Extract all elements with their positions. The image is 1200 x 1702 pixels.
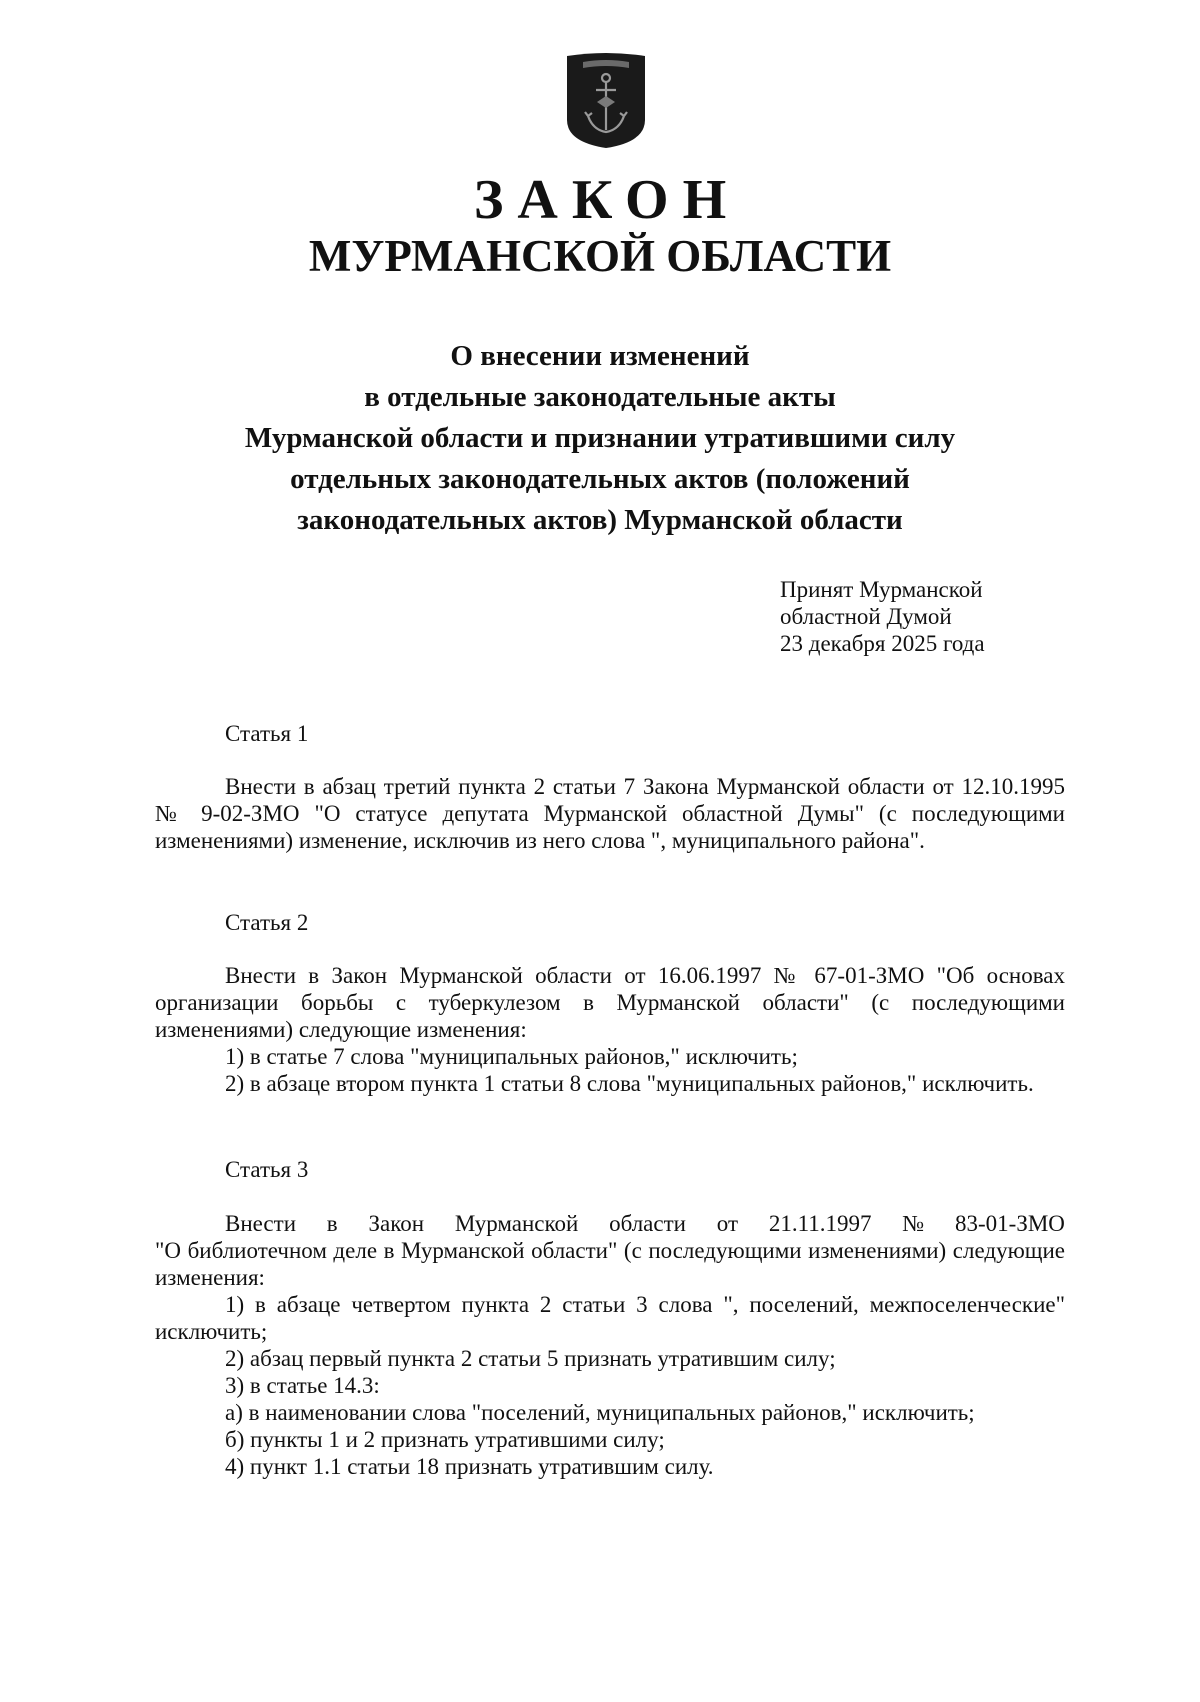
article-3-intro-line <box>155 1210 1065 1237</box>
law-heading: ЗАКОН <box>473 169 741 231</box>
law-subject-title <box>150 336 1050 541</box>
article-2-heading: Статья 2 <box>225 910 309 935</box>
article-item: 2) абзац первый пункта 2 статьи 5 признать утратившим силу; <box>225 1346 836 1371</box>
article-1-body <box>155 773 1065 854</box>
region-heading: МУРМАНСКОЙ ОБЛАСТИ <box>308 231 892 281</box>
article-item: б) пункты 1 и 2 признать утратившими силу; <box>225 1427 665 1452</box>
article-3-body <box>155 1210 1065 1480</box>
intro-word: Внести <box>225 1211 296 1236</box>
intro-word: в <box>326 1211 338 1236</box>
article-item: а) в наименовании слова "поселений, муниципальных районов," исключить; <box>225 1400 975 1425</box>
intro-word: Мурманской <box>454 1211 579 1236</box>
article-3-heading: Статья 3 <box>225 1157 309 1182</box>
article-item: 1) в статье 7 слова "муниципальных районов," исключить; <box>225 1044 798 1069</box>
intro-word: от <box>716 1211 739 1236</box>
adoption-line: областной Думой <box>780 604 952 629</box>
article-item: 3) в статье 14.3: <box>225 1373 380 1398</box>
subject-line: в отдельные законодательные акты <box>364 381 836 413</box>
coat-of-arms-icon <box>563 50 649 150</box>
article-2-body <box>155 962 1065 1097</box>
article-1-heading: Статья 1 <box>225 721 309 746</box>
subject-line: О внесении изменений <box>450 340 750 372</box>
article-item: 1) в абзаце четвертом пункта 2 статьи 3 слова ", поселений, межпоселенческие" исключить; <box>155 1292 1065 1344</box>
subject-line: Мурманской области и признании утратившими силу <box>244 422 956 454</box>
subject-line: законодательных актов) Мурманской области <box>297 504 903 536</box>
intro-word: области <box>609 1211 686 1236</box>
intro-word: 21.11.1997 <box>768 1211 872 1236</box>
article-paragraph: Внести в Закон Мурманской области от 16.06.1997 № 67-01-ЗМО "Об основах организации борьбы с туберкулезом в Мурманской области" (с последующими изменениями) следующие изменения: <box>155 963 1065 1042</box>
article-item: 4) пункт 1.1 статьи 18 признать утратившим силу. <box>225 1454 714 1479</box>
article-item: 2) в абзаце втором пункта 1 статьи 8 слова "муниципальных районов," исключить. <box>225 1071 1034 1096</box>
adoption-date: 23 декабря 2025 года <box>780 631 985 656</box>
adoption-line: Принят Мурманской <box>780 577 983 602</box>
subject-line: отдельных законодательных актов (положений <box>290 463 910 495</box>
article-paragraph: Внести в абзац третий пункта 2 статьи 7 Закона Мурманской области от 12.10.1995 № 9-02-ЗМО "О статусе депутата Мурманской областной Думы" (с последующими изменениями) изменение, исключив из него слова ", муниципального района". <box>155 774 1065 853</box>
intro-word: Закон <box>368 1211 425 1236</box>
intro-word: 83-01-ЗМО <box>955 1211 1065 1236</box>
intro-word: № <box>902 1211 925 1236</box>
article-paragraph: "О библиотечном деле в Мурманской области" (с последующими изменениями) следующие изменения: <box>155 1238 1065 1290</box>
adoption-note <box>780 576 985 657</box>
